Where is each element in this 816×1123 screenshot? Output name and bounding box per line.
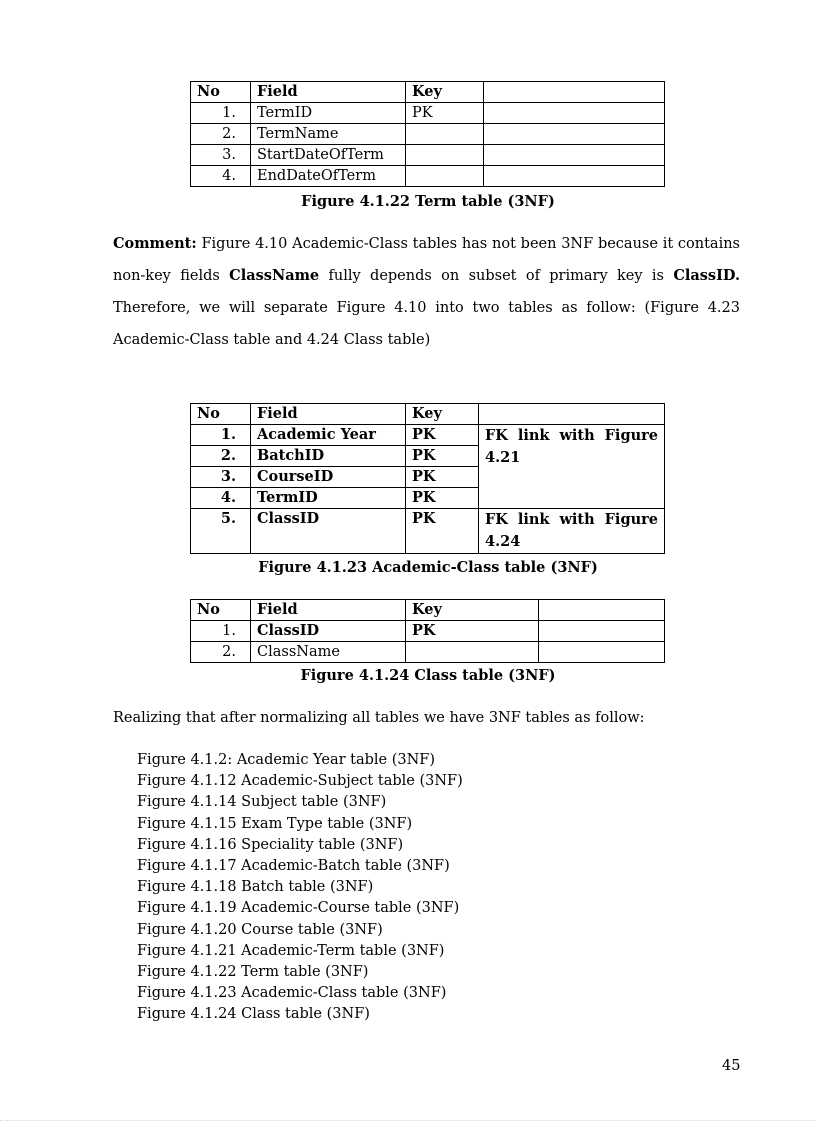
cell-key: [406, 124, 484, 145]
list-item: Figure 4.1.18 Batch table (3NF): [137, 879, 374, 896]
cell-no: 1.: [191, 621, 251, 642]
cell-no: 1.: [191, 103, 251, 124]
class-table-caption: Figure 4.1.24 Class table (3NF): [300, 667, 556, 684]
cell-key: PK: [406, 488, 479, 509]
cell-no: 2.: [191, 446, 251, 467]
comment-text-3: Therefore, we will separate Figure 4.10 into two tables as follow: (Figure 4.23 Academic-Class table and 4.24 Class table): [113, 300, 740, 348]
header-field: Field: [251, 600, 406, 621]
list-item: Figure 4.1.17 Academic-Batch table (3NF): [137, 857, 450, 874]
list-item: Figure 4.1.16 Speciality table (3NF): [137, 836, 404, 853]
list-item: Figure 4.1.19 Academic-Course table (3NF): [137, 900, 460, 917]
table-row: [191, 509, 665, 554]
table-row: [191, 124, 665, 145]
term-table-caption: Figure 4.1.22 Term table (3NF): [301, 193, 555, 210]
table-header-row: [191, 82, 665, 103]
cell-field: TermName: [251, 124, 406, 145]
cell-note: [539, 642, 665, 663]
comment-label: Comment:: [113, 235, 197, 252]
list-item: Figure 4.1.21 Academic-Term table (3NF): [137, 942, 445, 959]
summary-text: Realizing that after normalizing all tables we have 3NF tables as follow:: [113, 710, 645, 726]
cell-field: TermID: [251, 488, 406, 509]
comment-paragraph: [113, 228, 740, 356]
cell-field: Academic Year: [251, 425, 406, 446]
cell-field: TermID: [251, 103, 406, 124]
comment-key: ClassID.: [673, 267, 740, 284]
table-row: [191, 103, 665, 124]
comment-field: ClassName: [229, 267, 320, 284]
list-item: Figure 4.1.20 Course table (3NF): [137, 921, 383, 938]
comment-text-1: Figure 4.10 Academic-Class tables has not been 3NF because it contains non-key fields: [113, 236, 740, 284]
cell-key: PK: [406, 509, 479, 554]
header-field: Field: [251, 82, 406, 103]
cell-note-fk-4-24: FK link with Figure 4.24: [479, 509, 665, 554]
table-row: [191, 145, 665, 166]
class-table: [190, 599, 665, 663]
cell-field: StartDateOfTerm: [251, 145, 406, 166]
cell-field: CourseID: [251, 467, 406, 488]
cell-field: ClassID: [251, 509, 406, 554]
cell-no: 3.: [191, 467, 251, 488]
header-no: No: [191, 600, 251, 621]
list-item: Figure 4.1.23 Academic-Class table (3NF): [137, 985, 447, 1002]
cell-note: [484, 166, 665, 187]
page-bottom-divider: [0, 1120, 816, 1121]
cell-field: EndDateOfTerm: [251, 166, 406, 187]
academic-class-table-caption: Figure 4.1.23 Academic-Class table (3NF): [258, 559, 598, 576]
page-number: 45: [722, 1058, 741, 1074]
academic-class-table: [190, 403, 665, 554]
list-item: Figure 4.1.22 Term table (3NF): [137, 963, 369, 980]
list-item: Figure 4.1.14 Subject table (3NF): [137, 794, 387, 811]
cell-note: [484, 124, 665, 145]
list-item: Figure 4.1.15 Exam Type table (3NF): [137, 815, 413, 832]
header-blank: [539, 600, 665, 621]
cell-no: 2.: [191, 124, 251, 145]
cell-key: PK: [406, 467, 479, 488]
cell-no: 2.: [191, 642, 251, 663]
cell-field: ClassName: [251, 642, 406, 663]
header-field: Field: [251, 404, 406, 425]
table-header-row: [191, 600, 665, 621]
table-row: [191, 621, 665, 642]
cell-no: 3.: [191, 145, 251, 166]
list-item: Figure 4.1.24 Class table (3NF): [137, 1006, 370, 1023]
table-row: [191, 166, 665, 187]
table-row: [191, 642, 665, 663]
table-header-row: [191, 404, 665, 425]
cell-key: PK: [406, 103, 484, 124]
cell-no: 4.: [191, 166, 251, 187]
cell-field: ClassID: [251, 621, 406, 642]
cell-no: 4.: [191, 488, 251, 509]
cell-key: PK: [406, 621, 539, 642]
cell-key: PK: [406, 446, 479, 467]
term-table: [190, 81, 665, 187]
cell-note: [484, 103, 665, 124]
cell-key: PK: [406, 425, 479, 446]
cell-key: [406, 145, 484, 166]
cell-key: [406, 166, 484, 187]
cell-note: [539, 621, 665, 642]
list-item: Figure 4.1.12 Academic-Subject table (3NF): [137, 773, 463, 790]
header-key: Key: [406, 82, 484, 103]
header-no: No: [191, 82, 251, 103]
cell-no: 5.: [191, 509, 251, 554]
table-row: [191, 425, 665, 446]
cell-note: [484, 145, 665, 166]
header-key: Key: [406, 600, 539, 621]
figure-list: [137, 750, 463, 1025]
header-blank: [484, 82, 665, 103]
header-blank: [479, 404, 665, 425]
cell-key: [406, 642, 539, 663]
list-item: Figure 4.1.2: Academic Year table (3NF): [137, 752, 435, 768]
cell-no: 1.: [191, 425, 251, 446]
header-no: No: [191, 404, 251, 425]
comment-text-2: fully depends on subset of primary key is: [319, 268, 674, 284]
cell-field: BatchID: [251, 446, 406, 467]
header-key: Key: [406, 404, 479, 425]
cell-note-fk-4-21: FK link with Figure 4.21: [479, 425, 665, 509]
